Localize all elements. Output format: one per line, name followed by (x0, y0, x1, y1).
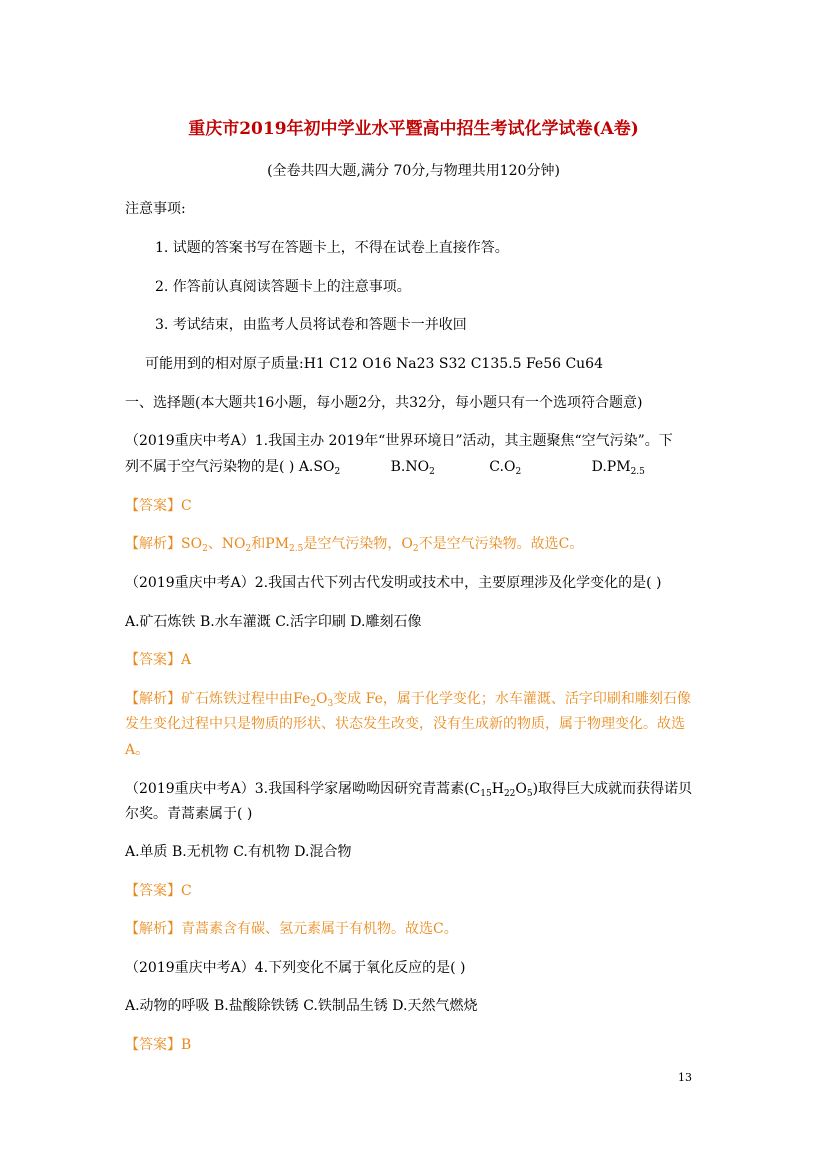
q1-option-d: D.PM (591, 459, 631, 475)
q1-exp-sub: 2.5 (289, 544, 304, 554)
exam-title: 重庆市2019年初中学业水平暨高中招生考试化学试卷(A卷) (188, 119, 639, 139)
q2-exp-sub: 2 (310, 699, 316, 709)
q2-explanation-line1 (125, 690, 691, 713)
q1-sub: 2 (334, 467, 341, 477)
q3-sub: 22 (503, 789, 516, 799)
q1-sub: 2 (515, 467, 522, 477)
q1-exp-sub: 2 (412, 544, 419, 554)
q3-answer: 【答案】C (125, 883, 192, 899)
q3-sub: 5 (526, 789, 533, 799)
q1-sub: 2.5 (630, 467, 645, 477)
q1-sub: 2 (429, 467, 435, 477)
q2-explanation-line3: A。 (125, 742, 150, 758)
q1-exp-sub: 2 (202, 544, 208, 554)
notice-item-1: 1. 试题的答案书写在答题卡上，不得在试卷上直接作答。 (155, 240, 509, 256)
q2-exp-sub: 3 (327, 699, 334, 709)
q3-exp-tag: 【解析】 (125, 921, 181, 937)
q3-stem-line2: 尔奖。青蒿素属于( ) (125, 806, 253, 822)
q1-stem-line1: （2019重庆中考A）1.我国主办 2019年“世界环境日”活动，其主题聚焦“空气污染”。下 (125, 433, 673, 449)
q2-options: A.矿石炼铁 B.水车灌溉 C.活字印刷 D.雕刻石像 (125, 614, 422, 630)
q3-explanation (125, 920, 458, 938)
q2-explanation-line2: 发生变化过程中只是物质的形状、状态发生改变，没有生成新的物质，属于物理变化。故选 (125, 716, 685, 732)
q1-exp-text: SO (181, 536, 203, 552)
q1-explanation (125, 535, 583, 558)
q2-exp-tag: 【解析】 (125, 691, 181, 707)
q1-option-b: B.NO (390, 459, 430, 475)
q3-stem-text: （2019重庆中考A）3.我国科学家屠呦呦因研究青蒿素(C (125, 781, 481, 797)
q3-stem-line1 (125, 780, 692, 803)
q3-stem-text: O (515, 781, 527, 797)
q1-exp-text: 和PM (251, 536, 290, 552)
q3-stem-text: H (491, 781, 504, 797)
q3-stem-text: )取得巨大成就而获得诺贝 (532, 781, 693, 797)
notice-item-3: 3. 考试结束，由监考人员将试卷和答题卡一并收回 (155, 317, 467, 333)
q3-sub: 15 (480, 789, 492, 799)
notice-heading: 注意事项: (125, 201, 186, 217)
atomic-mass-line: 可能用到的相对原子质量:H1 C12 O16 Na23 S32 C135.5 Fe56 Cu64 (145, 356, 604, 372)
q2-exp-text: 矿石炼铁过程中由Fe (181, 691, 311, 707)
page-number: 13 (678, 1071, 692, 1084)
exam-subtitle: (全卷共四大题,满分 70分,与物理共用120分钟) (267, 163, 560, 179)
q1-option-c: C.O (489, 459, 516, 475)
q1-answer: 【答案】C (125, 498, 192, 514)
q1-exp-text: 不是空气污染物。故选C。 (418, 536, 584, 552)
q2-stem: （2019重庆中考A）2.我国古代下列古代发明或技术中，主要原理涉及化学变化的是( ) (125, 575, 662, 591)
q4-stem: （2019重庆中考A）4.下列变化不属于氧化反应的是( ) (125, 960, 466, 976)
q4-answer: 【答案】B (125, 1037, 192, 1053)
q1-exp-text: 、NO (207, 536, 246, 552)
q1-exp-sub: 2 (245, 544, 252, 554)
q1-option-a: 列不属于空气污染物的是( ) A.SO (125, 459, 335, 475)
q1-stem-line2 (125, 458, 645, 481)
q2-answer: 【答案】A (125, 652, 192, 668)
q2-exp-text: O (315, 691, 328, 707)
q3-exp-text: 青蒿素含有碳、氢元素属于有机物。故选C。 (181, 921, 458, 937)
q1-exp-text: 是空气污染物，O (303, 536, 413, 552)
q1-exp-tag: 【解析】 (125, 536, 181, 552)
q3-options: A.单质 B.无机物 C.有机物 D.混合物 (125, 844, 352, 860)
notice-item-2: 2. 作答前认真阅读答题卡上的注意事项。 (155, 279, 411, 295)
q4-options: A.动物的呼吸 B.盐酸除铁锈 C.铁制品生锈 D.天然气燃烧 (125, 998, 478, 1014)
q2-exp-text: 变成 Fe，属于化学变化；水车灌溉、活字印刷和雕刻石像 (333, 691, 691, 707)
section-heading: 一、选择题(本大题共16小题，每小题2分，共32分，每小题只有一个选项符合题意) (125, 395, 643, 411)
